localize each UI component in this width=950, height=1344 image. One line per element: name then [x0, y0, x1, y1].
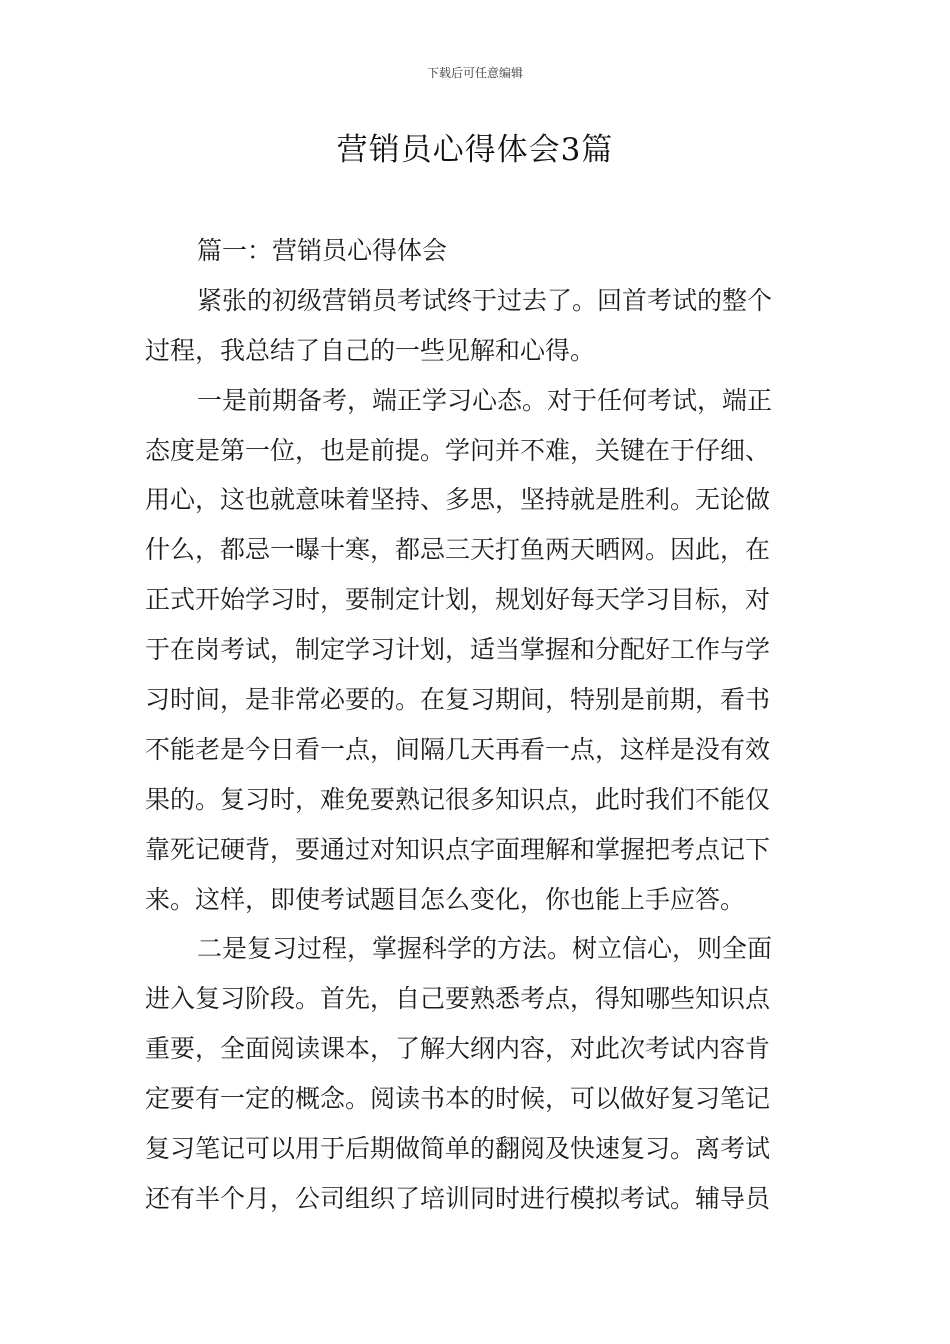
document-body	[145, 226, 809, 1224]
text-line: 过程，我总结了自己的一些见解和心得。	[145, 335, 596, 365]
text-line: 定要有一定的概念。阅读书本的时候，可以做好复习笔记	[145, 1084, 771, 1114]
text-line: 还有半个月，公司组织了培训同时进行模拟考试。辅导员	[145, 1183, 771, 1213]
text-line: 果的。复习时，难免要熟记很多知识点，此时我们不能仅	[145, 784, 771, 814]
text-line: 于在岗考试，制定学习计划，适当掌握和分配好工作与学	[145, 635, 771, 665]
document-title: 营销员心得体会3篇	[336, 132, 614, 168]
text-line: 紧张的初级营销员考试终于过去了。回首考试的整个	[197, 285, 773, 315]
text-line: 进入复习阶段。首先，自己要熟悉考点，得知哪些知识点	[145, 984, 771, 1014]
text-line: 来。这样，即使考试题目怎么变化，你也能上手应答。	[145, 884, 746, 914]
text-line: 篇一：营销员心得体会	[197, 236, 448, 265]
text-line: 二是复习过程，掌握科学的方法。树立信心，则全面	[197, 934, 773, 964]
text-line: 重要，全面阅读课本，了解大纲内容，对此次考试内容肯	[145, 1034, 771, 1064]
text-line: 习时间，是非常必要的。在复习期间，特别是前期，看书	[145, 685, 771, 715]
text-line: 正式开始学习时，要制定计划，规划好每天学习目标，对	[145, 585, 771, 615]
header-note: 下载后可任意编辑	[426, 66, 523, 80]
text-line: 用心，这也就意味着坚持、多思，坚持就是胜利。无论做	[145, 485, 771, 515]
text-line: 不能老是今日看一点，间隔几天再看一点，这样是没有效	[145, 734, 771, 764]
text-line: 态度是第一位，也是前提。学问并不难，关键在于仔细、	[145, 435, 771, 465]
text-line: 一是前期备考，端正学习心态。对于任何考试，端正	[197, 385, 773, 415]
text-line: 复习笔记可以用于后期做简单的翻阅及快速复习。离考试	[145, 1134, 771, 1164]
text-line: 靠死记硬背，要通过对知识点字面理解和掌握把考点记下	[145, 834, 771, 864]
text-line: 什么，都忌一曝十寒，都忌三天打鱼两天晒网。因此，在	[145, 535, 771, 565]
